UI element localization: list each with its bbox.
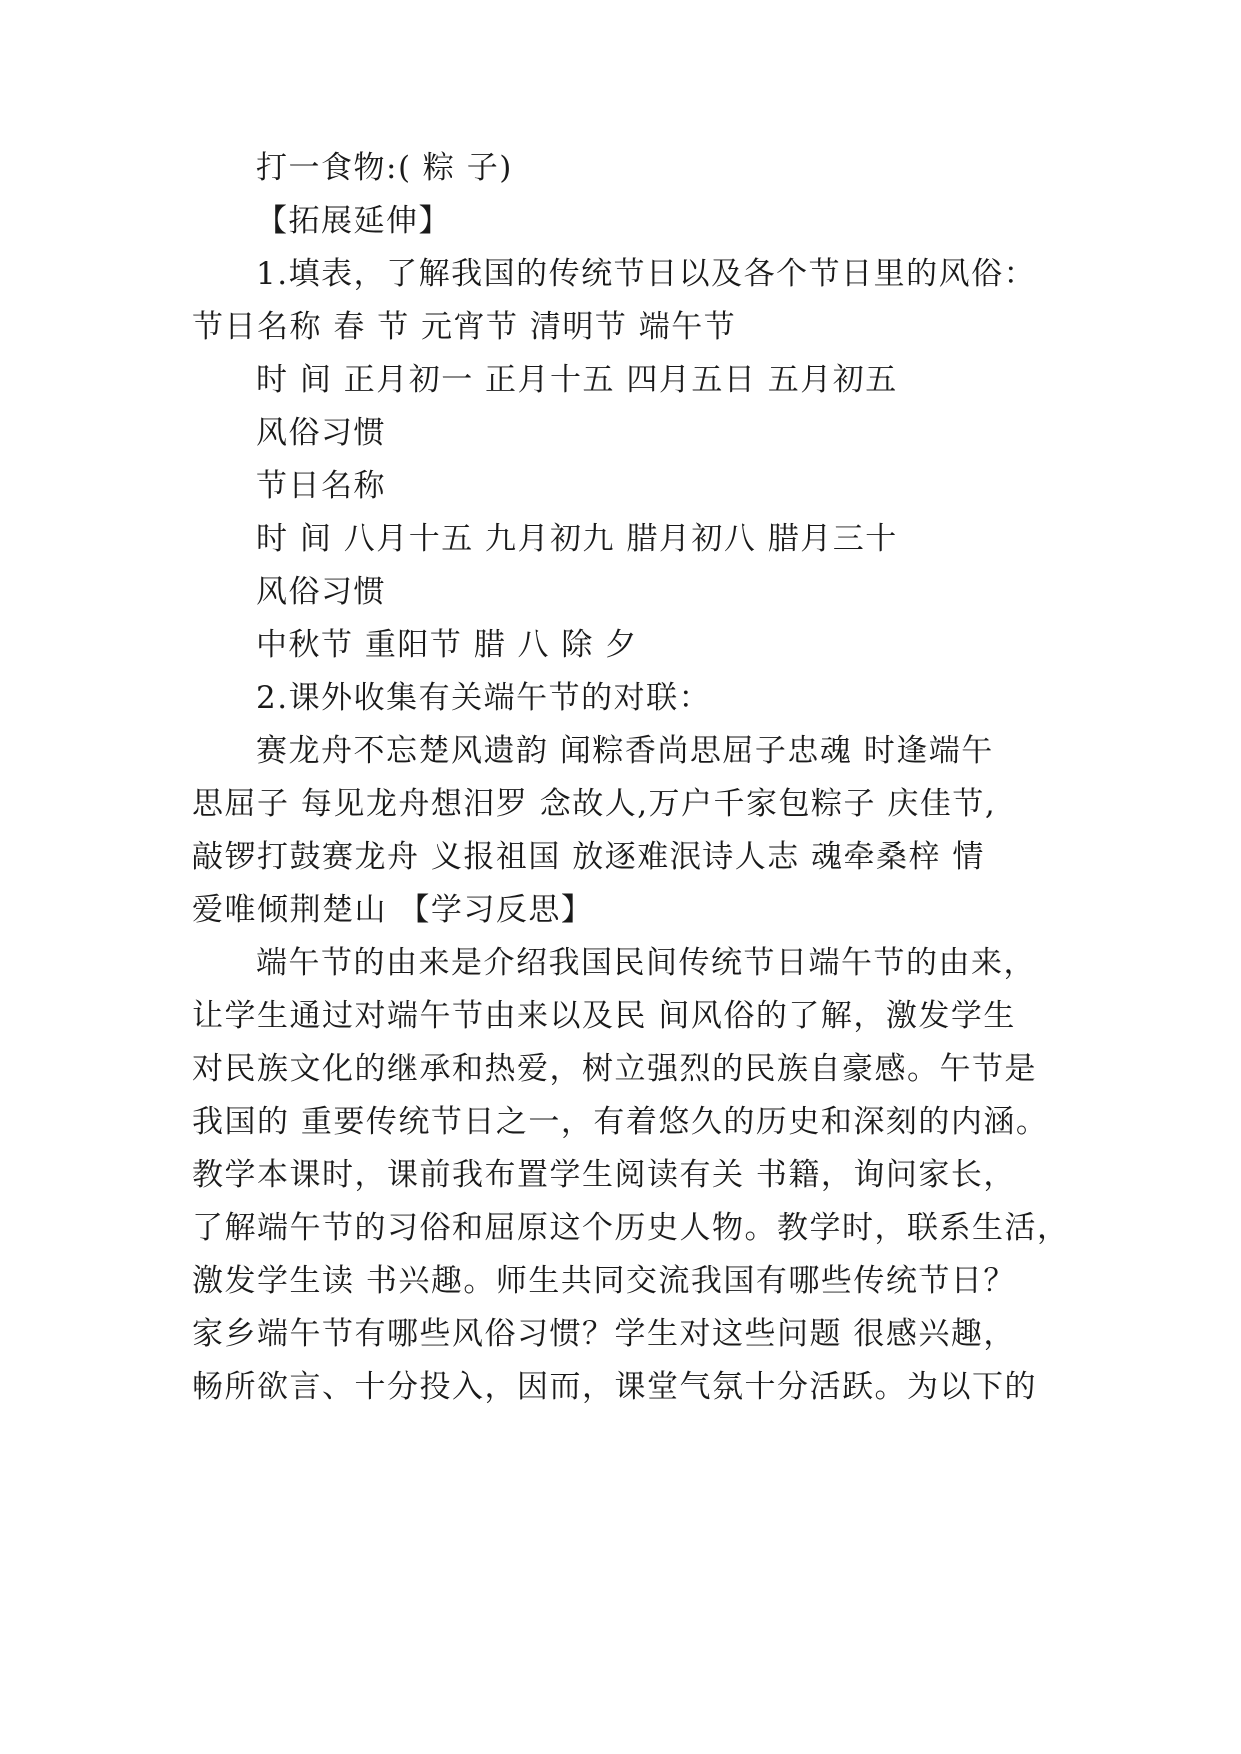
festival-dates-row-2: 时 间 八月十五 九月初九 腊月初八 腊月三十 <box>256 521 898 557</box>
festival-names-row-2: 中秋节 重阳节 腊 八 除 夕 <box>256 627 638 663</box>
section-heading-extension: 【拓展延伸】 <box>256 203 451 239</box>
task-2-instruction: 2.课外收集有关端午节的对联： <box>256 680 712 716</box>
couplets-line-1: 赛龙舟不忘楚风遗韵 闻粽香尚思屈子忠魂 时逢端午 <box>256 733 994 769</box>
task-1-instruction: 1.填表，了解我国的传统节日以及各个节日里的风俗： <box>256 256 1037 292</box>
festival-names-row-1: 节日名称 春 节 元宵节 清明节 端午节 <box>192 309 737 345</box>
reflection-paragraph-line-9: 畅所欲言、十分投入，因而，课堂气氛十分活跃。为以下的 <box>192 1369 1037 1405</box>
customs-label-row-2: 风俗习惯 <box>256 574 386 610</box>
customs-label-row-1: 风俗习惯 <box>256 415 386 451</box>
reflection-paragraph-line-4: 我国的 重要传统节日之一，有着悠久的历史和深刻的内涵。 <box>192 1104 1049 1140</box>
couplets-line-4: 爱唯倾荆楚山 【学习反思】 <box>192 892 594 928</box>
reflection-paragraph-line-7: 激发学生读 书兴趣。师生共同交流我国有哪些传统节日？ <box>192 1263 1016 1299</box>
couplets-line-2: 思屈子 每见龙舟想汨罗 念故人,万户千家包粽子 庆佳节, <box>192 786 997 822</box>
reflection-paragraph-line-1: 端午节的由来是介绍我国民间传统节日端午节的由来， <box>256 945 1036 981</box>
festival-names-label-row-2: 节日名称 <box>256 468 386 504</box>
riddle-answer-line: 打一食物:( 粽 子) <box>256 150 513 186</box>
reflection-paragraph-line-3: 对民族文化的继承和热爱，树立强烈的民族自豪感。午节是 <box>192 1051 1037 1087</box>
reflection-paragraph-line-6: 了解端午节的习俗和屈原这个历史人物。教学时，联系生活， <box>192 1210 1070 1246</box>
couplets-line-3: 敲锣打鼓赛龙舟 义报祖国 放逐难泯诗人志 魂牵桑梓 情 <box>192 839 985 875</box>
reflection-paragraph-line-8: 家乡端午节有哪些风俗习惯？学生对这些问题 很感兴趣， <box>192 1316 1016 1352</box>
festival-dates-row-1: 时 间 正月初一 正月十五 四月五日 五月初五 <box>256 362 898 398</box>
reflection-paragraph-line-5: 教学本课时，课前我布置学生阅读有关 书籍，询问家长， <box>192 1157 1016 1193</box>
reflection-paragraph-line-2: 让学生通过对端午节由来以及民 间风俗的了解，激发学生 <box>192 998 1016 1034</box>
